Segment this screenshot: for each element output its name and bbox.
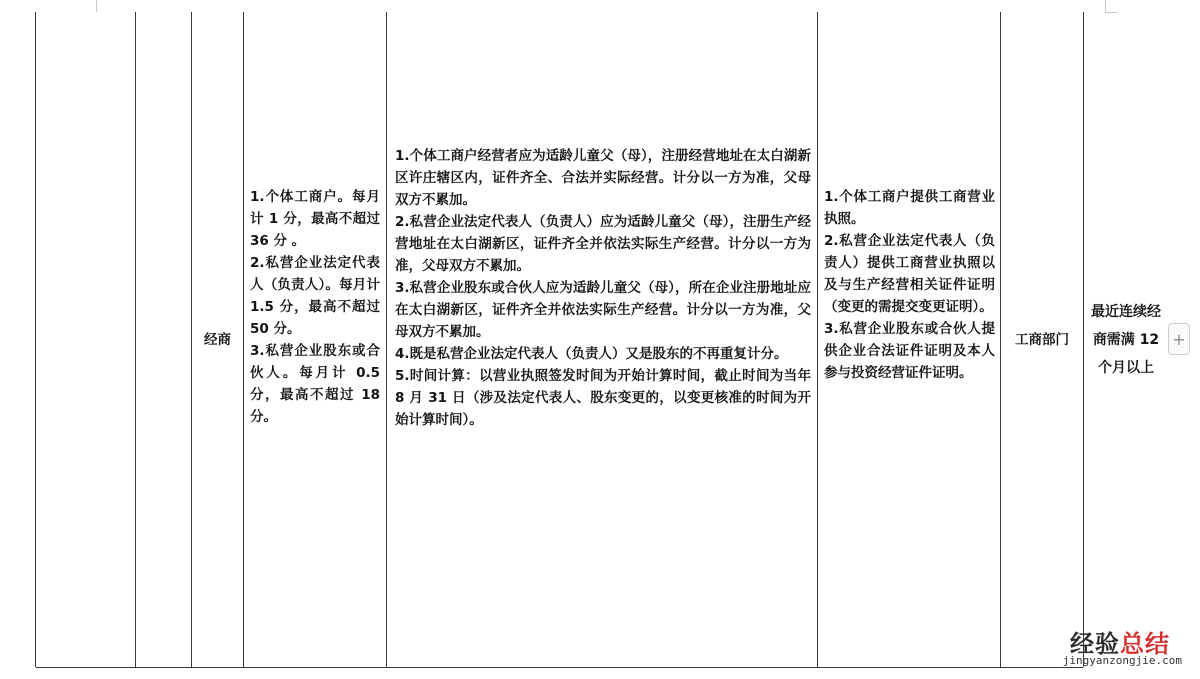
table-border-bottom [36,667,1083,668]
watermark-url: jingyanzongjie.com [1062,654,1182,667]
material-item: 3.私营企业股东或合伙人提供企业合法证件证明及本人参与投资经营证件证明。 [824,321,995,381]
scoring-rule-item: 3.私营企业股东或合伙人。每月计 0.5 分，最高不超过 18 分。 [250,343,380,425]
column-divider [817,12,818,667]
category-text: 经商 [204,331,231,348]
watermark-title-accent: 总结 [1120,629,1170,658]
requirements-cell [395,145,811,431]
column-divider [1083,12,1084,667]
column-divider [243,12,244,667]
category-cell [192,12,243,667]
materials-cell [824,186,995,384]
requirement-item: 2.私营企业法定代表人（负责人）应为适龄儿童父（母），注册生产经营地址在太白湖新区，证件齐全并依法实际生产经营。计分以一方为准，父母双方不累加。 [395,214,811,274]
plus-icon: + [1172,329,1186,349]
watermark-title-part: 经验 [1070,629,1120,658]
requirement-item: 4.既是私营企业法定代表人（负责人）又是股东的不再重复计分。 [395,346,788,362]
watermark [1042,624,1192,674]
crop-mark-top-right [1105,0,1106,12]
material-item: 1.个体工商户提供工商营业执照。 [824,189,995,227]
scoring-rule-item: 2.私营企业法定代表人（负责人）。每月计 1.5 分，最高不超过 50 分。 [250,255,380,337]
department-text: 工商部门 [1015,331,1069,348]
expand-button[interactable] [1168,323,1190,355]
department-cell [1001,12,1083,667]
scoring-rule-item: 1.个体工商户。每月计 1 分，最高不超过 36 分 。 [250,189,380,249]
material-item: 2.私营企业法定代表人（负责人）提供工商营业执照以及与生产经营相关证件证明（变更的需提交变更证明）。 [824,233,995,315]
requirement-item: 3.私营企业股东或合伙人应为适龄儿童父（母），所在企业注册地址应在太白湖新区，证件齐全并依法实际生产经营。计分以一方为准，父母双方不累加。 [395,280,811,340]
scoring-rules-cell [250,186,380,428]
crop-mark-top-left [96,0,97,12]
note-cell [1091,12,1161,667]
column-divider [135,12,136,667]
column-divider [386,12,387,667]
table-border-left [35,12,36,667]
note-text: 最近连续经商需满 12 个月以上 [1091,303,1161,376]
requirement-item: 5.时间计算：以营业执照签发时间为开始计算时间，截止时间为当年 8 月 31 日（涉及法定代表人、股东变更的，以变更核准的时间为开始计算时间）。 [395,368,811,428]
requirement-item: 1.个体工商户经营者应为适龄儿童父（母），注册经营地址在太白湖新区许庄辖区内，证件齐全、合法并实际经营。计分以一方为准，父母双方不累加。 [395,148,811,208]
